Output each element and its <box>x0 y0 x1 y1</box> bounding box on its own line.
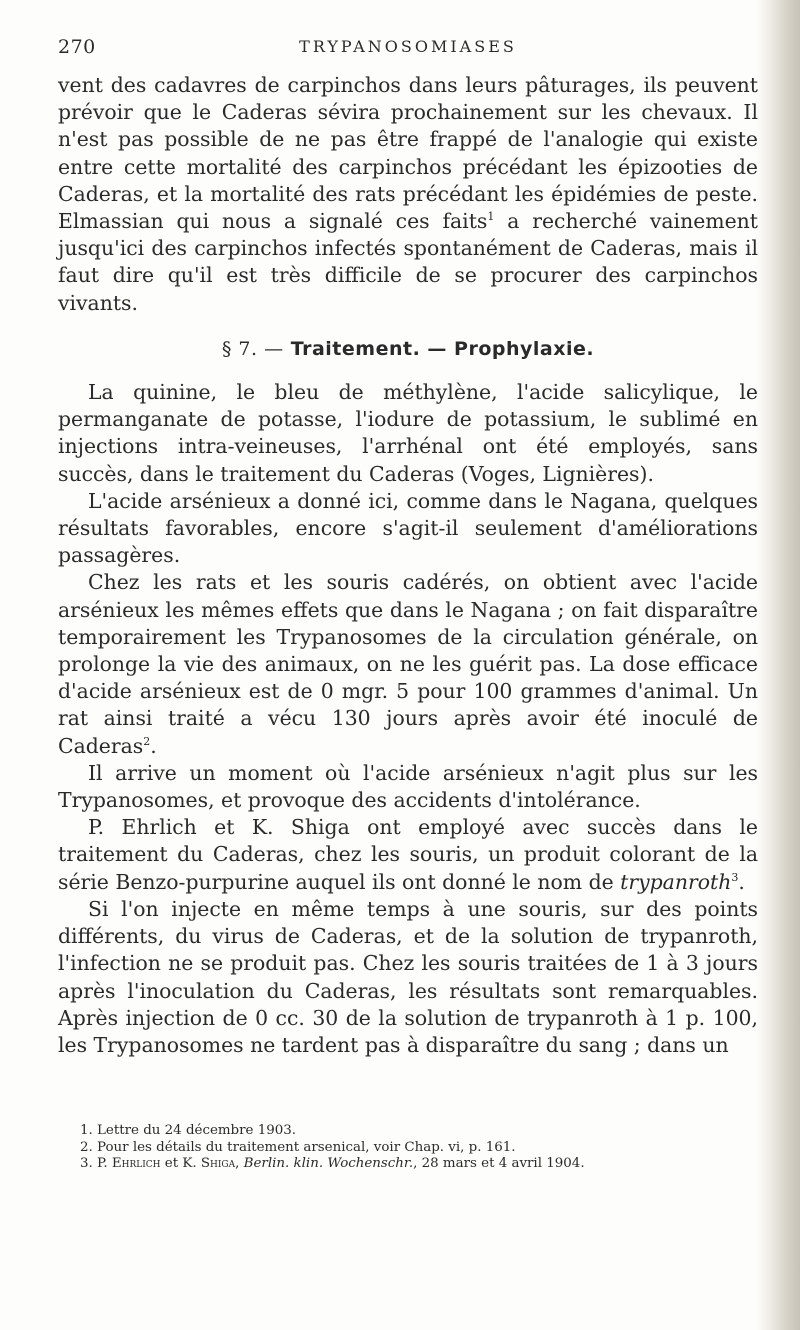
section-heading <box>58 336 758 363</box>
footnote-ref-3: 3 <box>731 870 739 884</box>
running-title: TRYPANOSOMIASES <box>299 37 517 56</box>
page-header <box>58 36 758 66</box>
footnote-2: 2. Pour les détails du traitement arsenical, voir Chap. vi, p. 161. <box>80 1139 516 1155</box>
term-trypanroth: trypanroth <box>620 869 732 894</box>
paragraph-2: La quinine, le bleu de méthylène, l'acide salicylique, le permanganate de potasse, l'iodure de potassium, le sublimé en injections intra-veineuses, l'arrhénal ont été employés, sans succès, dans le traitement du Caderas (Voges, Lignières). <box>58 380 758 486</box>
footnote-1: 1. Lettre du 24 décembre 1903. <box>80 1123 297 1138</box>
footnote-ref-2: 2 <box>143 734 151 748</box>
footnotes <box>58 1123 758 1173</box>
paragraph-4: Chez les rats et les souris cadérés, on obtient avec l'acide arsénieux les mêmes effets que dans le Nagana ; on fait disparaître temporairement les Trypanosomes de la circulation générale, on prolonge la vie des animaux, on ne les guérit pas. La dose efficace d'acide arsénieux est de 0 mgr. 5 pour 100 grammes d'animal. Un rat ainsi traité a vécu 130 jours après avoir été inoculé de Caderas$^2$. <box>58 570 758 758</box>
section-title: Traitement. — Prophylaxie. <box>290 337 595 360</box>
footnote-3: 3. P. Ehrlich et K. Shiga, Berlin. klin. Wochenschr., 28 mars et 4 avril 1904. <box>80 1156 585 1171</box>
paragraph-1: vent des cadavres de carpinchos dans leurs pâturages, ils peuvent prévoir que le Caderas sévira prochainement sur les chevaux. Il n'est pas possible de ne pas être frappé de l'analogie qui existe entre cette mortalité des carpinchos précédant les épizooties de Caderas, et la mortalité des rats précédant les épidémies de peste. Elmassian qui nous a signalé ces faits$^1$ a recherché vainement jusqu'ici des carpinchos infectés spontanément de Caderas, mais il faut dire qu'il est très difficile de se procurer des carpinchos vivants. <box>58 73 758 315</box>
page-number: 270 <box>58 36 96 58</box>
footnote-ref-1: 1 <box>487 210 495 224</box>
paragraph-3: L'acide arsénieux a donné ici, comme dans le Nagana, quelques résultats favorables, encore s'agit-il seulement d'améliorations passagères. <box>58 488 758 568</box>
section-number: § 7. — <box>221 337 284 360</box>
paragraph-5: Il arrive un moment où l'acide arsénieux n'agit plus sur les Trypanosomes, et provoque des accidents d'intolérance. <box>58 760 758 813</box>
main-text <box>58 72 758 1059</box>
paragraph-7: Si l'on injecte en même temps à une souris, sur des points différents, du virus de Caderas, et de la solution de trypanroth, l'infection ne se produit pas. Chez les souris traitées de 1 à 3 jours après l'inoculation du Caderas, les résultats sont remarquables. Après injection de 0 cc. 30 de la solution de trypanroth à 1 p. 100, les Trypanosomes ne tardent pas à disparaître du sang ; dans un <box>58 896 758 1057</box>
paragraph-6: P. Ehrlich et K. Shiga ont employé avec succès dans le traitement du Caderas, chez les souris, un produit colorant de la série Benzo-purpurine auquel ils ont donné le nom de trypanroth$^3$. <box>58 815 758 894</box>
page-edge-shadow <box>756 0 800 1330</box>
